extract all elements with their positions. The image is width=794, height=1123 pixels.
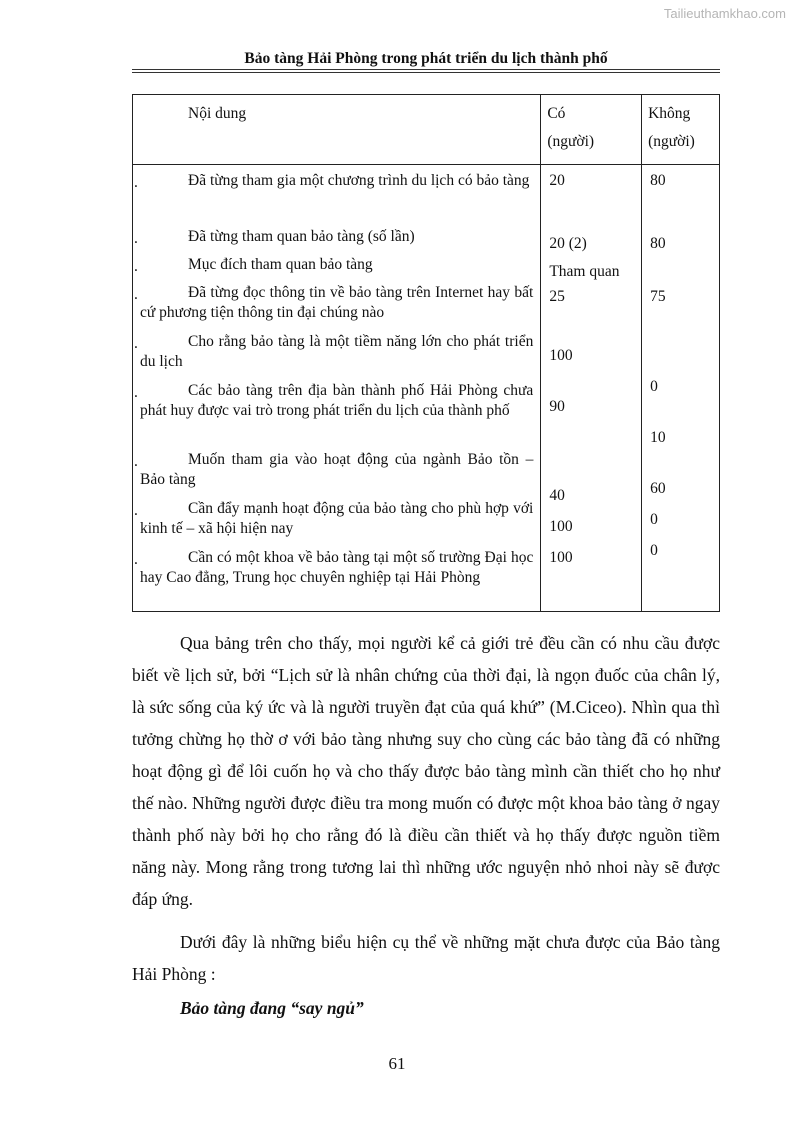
running-header: Bảo tàng Hải Phòng trong phát triển du lịch thành phố [244,50,608,67]
header-rule [132,72,720,73]
row-text: Các bảo tàng trên địa bàn thành phố Hải Phòng chưa phát huy được vai trò trong phát triển du lịch của thành phố [140,382,534,419]
header-rule [132,69,720,70]
no-column [642,165,720,612]
no-value: 0 [650,511,658,528]
no-value: 0 [650,378,658,395]
table-row: . Đã từng đọc thông tin về bảo tàng trên Internet hay bất cứ phương tiện thông tin đại chúng nào [134,284,534,321]
page-number: 61 [388,1054,406,1073]
no-value [642,256,719,284]
row-text: Đã từng đọc thông tin về bảo tàng trên Internet hay bất cứ phương tiện thông tin đại chúng nào [140,284,534,321]
no-value: 80 [650,235,666,252]
table-row: . Cần đẩy mạnh hoạt động của bảo tàng cho phù hợp với kinh tế – xã hội hiện nay [134,500,534,537]
yes-value: Tham quan [549,263,620,280]
yes-value: 100 [549,347,573,364]
row-text: Muốn tham gia vào hoạt động của ngành Bảo tồn – Bảo tàng [140,451,534,488]
yes-value: 40 [549,487,565,504]
header-no-unit: (người) [648,133,695,150]
row-text: Cần có một khoa về bảo tàng tại một số trường Đại học hay Cao đẳng, Trung học chuyên nghiệp tại Hải Phòng [140,549,534,586]
yes-value: 20 [549,172,565,189]
header-content-cell [133,95,541,165]
yes-value: 20 (2) [549,235,587,252]
no-value [642,340,719,369]
table-body-row [133,165,720,612]
header-yes-label: Có [547,105,566,122]
body-paragraph: Dưới đây là những biểu hiện cụ thể về những mặt chưa được của Bảo tàng Hải Phòng : [132,932,720,984]
row-text: Cần đẩy mạnh hoạt động của bảo tàng cho phù hợp với kinh tế – xã hội hiện nay [140,500,534,537]
yes-column [541,165,642,612]
header-no-cell [642,95,720,165]
row-text: Cho rằng bảo tàng là một tiềm năng lớn cho phát triển du lịch [140,333,534,370]
yes-value: 90 [549,398,565,415]
no-value: 0 [650,542,658,559]
no-value: 60 [650,480,666,497]
header-yes-cell [541,95,642,165]
section-subheading: Bảo tàng đang “say ngủ” [180,998,364,1018]
survey-table [132,94,720,612]
table-row: . Đã từng tham gia một chương trình du lịch có bảo tàng [134,172,530,191]
table-row: . Cần có một khoa về bảo tàng tại một số trường Đại học hay Cao đẳng, Trung học chuyên nghiệp tại Hải Phòng [134,549,534,586]
header-yes-unit: (người) [547,133,595,150]
row-text: Mục đích tham quan bảo tàng [188,256,373,273]
row-text: Đã từng tham gia một chương trình du lịch có bảo tàng [188,172,530,189]
no-value: 75 [650,288,666,305]
body-paragraph: Qua bảng trên cho thấy, mọi người kể cả giới trẻ đều cần có nhu cầu được biết về lịch sử, bởi “Lịch sử là nhân chứng của thời đại, là ngọn đuốc của chân lý, là sức sống của ký ức và là người truyền đạt của quá khứ” (M.Ciceo). Nhìn qua thì tưởng chừng họ thờ ơ với bảo tàng nhưng suy cho cùng các bảo tàng đã có những hoạt động gì để lôi cuốn họ và cho thấy được bảo tàng mình cần thiết cho họ như thế nào. Những người được điều tra mong muốn có được một khoa bảo tàng ở ngay thành phố này bởi họ cho rằng đó là điều cần thiết và họ thấy được nguồn tiềm năng này. Mong rằng trong tương lai thì những ước nguyện nhỏ nhoi này sẽ được đáp ứng. [132,633,720,909]
watermark: Tailieuthamkhao.com [663,6,786,21]
yes-value: 100 [549,518,573,535]
table-row: . Cho rằng bảo tàng là một tiềm năng lớn cho phát triển du lịch [134,333,534,370]
yes-value: 100 [549,549,573,566]
row-text: Đã từng tham quan bảo tàng (số lần) [188,228,415,245]
yes-value: 25 [549,288,565,305]
table-row: . Mục đích tham quan bảo tàng [134,256,373,275]
content-column [133,165,541,612]
no-value: 80 [650,172,666,189]
table-row: . Muốn tham gia vào hoạt động của ngành Bảo tồn – Bảo tàng [134,451,534,488]
no-value: 10 [650,429,666,446]
header-content: Nội dung [188,105,247,122]
table-header-row [133,95,720,165]
header-no-label: Không [648,105,691,122]
table-row: . Các bảo tàng trên địa bàn thành phố Hải Phòng chưa phát huy được vai trò trong phát triển du lịch của thành phố [134,382,534,419]
table-row: . Đã từng tham quan bảo tàng (số lần) [134,228,415,247]
